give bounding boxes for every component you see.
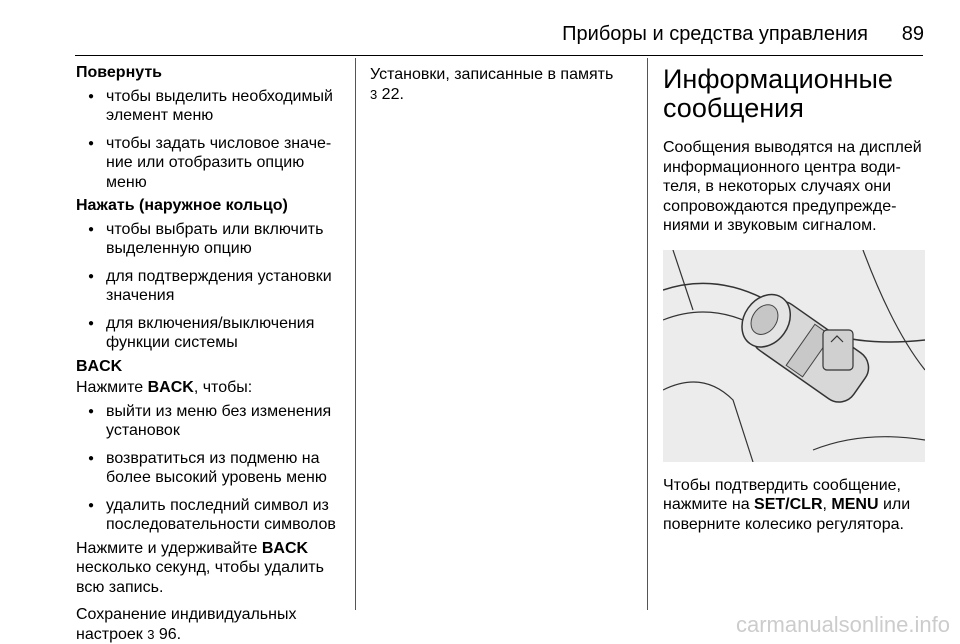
- back-intro: [76, 378, 346, 398]
- column-divider-1: [355, 58, 356, 610]
- hold-paragraph: [76, 539, 346, 598]
- list-item: ● чтобы выбрать или включить выделенную опцию: [76, 220, 346, 259]
- confirm-pre: Чтобы подтвердить сообщение, нажмите на: [663, 476, 901, 513]
- memory-settings-text: Установки, записанные в память: [370, 66, 614, 83]
- list-item: ● чтобы выделить необходимый элемент меню: [76, 87, 346, 126]
- confirm-sep: ,: [822, 496, 832, 513]
- header-rule: [75, 55, 923, 56]
- back-intro-post: , чтобы:: [193, 379, 253, 396]
- back-intro-pre: Нажмите: [76, 379, 148, 396]
- memory-settings-ref: [370, 85, 640, 105]
- save-paragraph: [76, 605, 346, 644]
- page-number: 89: [901, 23, 924, 45]
- list-item: ● удалить последний символ из последовательности символов: [76, 496, 346, 535]
- save-text: Сохранение индивидуальных настроек: [76, 606, 297, 643]
- section-title: Информационные сообщения: [663, 64, 893, 123]
- column-2: [370, 65, 640, 104]
- heading-press: Нажать (наружное кольцо): [76, 197, 288, 214]
- list-item: ● возвратиться из подменю на более высокий уровень меню: [76, 449, 346, 488]
- save-ref-link[interactable]: 96.: [154, 625, 182, 643]
- menu-key: MENU: [831, 496, 879, 513]
- list-item: ● выйти из меню без изменения установок: [76, 402, 346, 441]
- watermark: carmanualsonline.info: [735, 612, 950, 637]
- steering-column-lever-illustration: [663, 250, 925, 462]
- column-3: [663, 65, 928, 534]
- list-item: ● чтобы задать числовое значе- ние или отобразить опцию меню: [76, 134, 346, 193]
- confirm-paragraph: [663, 476, 928, 535]
- reference-arrow-icon: 3: [147, 626, 155, 642]
- heading-back: BACK: [76, 357, 123, 375]
- intro-paragraph: Сообщения выводятся на дисплей информационного центра води- теля, в некоторых случаях они сопровождаются предупрежде- ниями и звуковым сигналом.: [663, 139, 922, 234]
- reference-arrow-icon: 3: [370, 86, 378, 102]
- page-header-title: Приборы и средства управления: [562, 23, 868, 45]
- hold-pre: Нажмите и удерживайте: [76, 539, 262, 557]
- column-divider-2: [647, 58, 648, 610]
- hold-post: несколько секунд, чтобы удалить всю запись.: [76, 559, 324, 596]
- memory-ref-link[interactable]: 22.: [377, 85, 404, 103]
- column-1: [76, 63, 346, 644]
- heading-turn: Повернуть: [76, 64, 162, 81]
- list-item: ● для включения/выключения функции системы: [76, 314, 346, 353]
- set-clr-key: SET/CLR: [754, 496, 823, 513]
- list-item: ● для подтверждения установки значения: [76, 267, 346, 306]
- hold-key: BACK: [261, 539, 309, 557]
- confirm-post: или поверните колесико регулятора.: [663, 496, 911, 533]
- back-intro-key: BACK: [147, 379, 194, 396]
